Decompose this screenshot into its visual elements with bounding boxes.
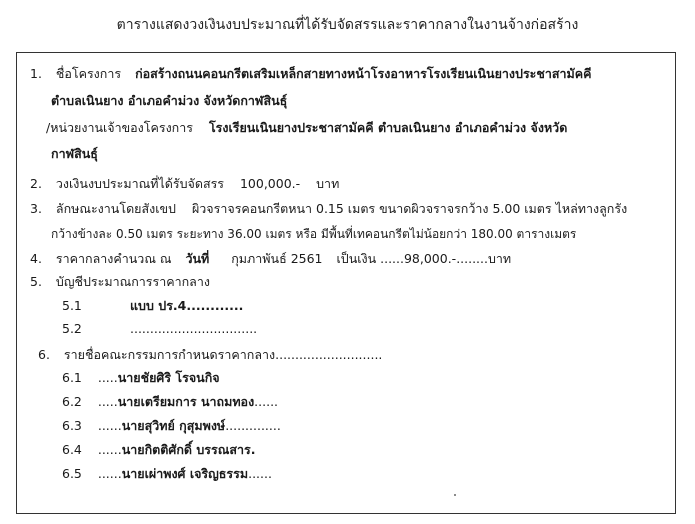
member-suffix-dots: .............. (225, 418, 281, 433)
item-5-2-row (62, 323, 82, 336)
agency-value-line2: กาฬสินธุ์ (51, 146, 98, 161)
member-prefix-dots: ..... (97, 370, 118, 385)
item-5-1-number: 5.1 (62, 298, 82, 313)
item-2-label: วงเงินงบประมาณที่ได้รับจัดสรร (55, 176, 224, 191)
item-5-2-number: 5.2 (62, 321, 82, 336)
member-name: นายเตรียมการ นาถมทอง (117, 394, 255, 409)
item-4-number: 4. (30, 251, 42, 266)
member-number: 6.3 (62, 418, 82, 433)
document-title: ตารางแสดงวงเงินงบประมาณที่ได้รับจัดสรรและราคากลางในงานจ้างก่อสร้าง (116, 17, 579, 33)
item-1-row (30, 68, 592, 81)
member-number: 6.5 (62, 466, 82, 481)
item-1-label: ชื่อโครงการ (55, 66, 122, 81)
member-name: นายกิตติศักดิ์ บรรณสาร. (121, 442, 256, 457)
member-prefix-dots: ...... (97, 442, 122, 457)
member-name: นายเผ่าพงศ์ เจริญธรรม (121, 466, 249, 481)
item-6-label: รายชื่อคณะกรรมการกำหนดราคากลาง........................... (63, 347, 383, 362)
committee-member-row (62, 468, 272, 481)
project-name-line1: ก่อสร้างถนนคอนกรีตเสริมเหล็กสายทางหน้าโรงอาหารโรงเรียนเนินยางประชาสามัคคี (135, 66, 592, 81)
member-prefix-dots: ...... (97, 418, 122, 433)
item-4-label: ราคากลางคำนวณ ณ (55, 251, 172, 266)
item-5-row (30, 276, 210, 289)
item-1-number: 1. (30, 66, 42, 81)
item-2-row (30, 178, 339, 191)
stray-mark (454, 494, 456, 496)
agency-value-line1: โรงเรียนเนินยางประชาสามัคคี ตำบลเนินยาง อำเภอคำม่วง จังหวัด (208, 120, 568, 135)
member-number: 6.4 (62, 442, 82, 457)
item-5-1-row (62, 300, 82, 313)
project-name-line2: ตำบลเนินยาง อำเภอคำม่วง จังหวัดกาฬสินธุ์ (51, 93, 288, 108)
member-number: 6.1 (62, 370, 82, 385)
item-2-number: 2. (30, 176, 42, 191)
item-4-row (30, 253, 511, 266)
item-6-row (38, 349, 382, 362)
member-suffix-dots: ...... (254, 394, 279, 409)
budget-amount: 100,000.- (239, 176, 301, 191)
agency-row (46, 122, 567, 135)
member-name: นายชัยศิริ โรจนกิจ (117, 370, 220, 385)
item-5-2-text: ................................ (130, 321, 258, 336)
member-suffix-dots: ...... (248, 466, 272, 481)
member-prefix-dots: ...... (97, 466, 122, 481)
calculation-date: กุมภาพันธ์ 2561 (231, 251, 323, 266)
budget-unit: บาท (316, 176, 340, 191)
item-5-number: 5. (30, 274, 42, 289)
item-3-label: ลักษณะงานโดยสังเขป (55, 201, 176, 216)
member-number: 6.2 (62, 394, 82, 409)
committee-member-row (62, 444, 255, 457)
committee-member-row (62, 372, 220, 385)
item-5-label: บัญชีประมาณการราคากลาง (55, 274, 210, 289)
median-price-amount: เป็นเงิน ......98,000.-........บาท (336, 251, 512, 266)
item-3-number: 3. (30, 201, 42, 216)
item-5-1-text: แบบ ปร.4............ (130, 298, 244, 313)
work-description-line1: ผิวจราจรคอนกรีตหนา 0.15 เมตร ขนาดผิวจราจรกว้าง 5.00 เมตร ไหล่ทางลูกรัง (191, 201, 628, 216)
committee-member-row (62, 396, 278, 409)
member-name: นายสุวิทย์ กุสุมพงษ์ (121, 418, 226, 433)
item-3-row (30, 203, 627, 216)
member-prefix-dots: ..... (97, 394, 118, 409)
work-description-line2: กว้างข้างละ 0.50 เมตร ระยะทาง 36.00 เมตร หรือ มีพื้นที่เทคอนกรีตไม่น้อยกว่า 180.00 ตารางเมตร (51, 227, 577, 241)
item-6-number: 6. (38, 347, 50, 362)
date-label: วันที่ (185, 251, 210, 266)
agency-label: /หน่วยงานเจ้าของโครงการ (46, 120, 193, 135)
committee-member-row (62, 420, 281, 433)
